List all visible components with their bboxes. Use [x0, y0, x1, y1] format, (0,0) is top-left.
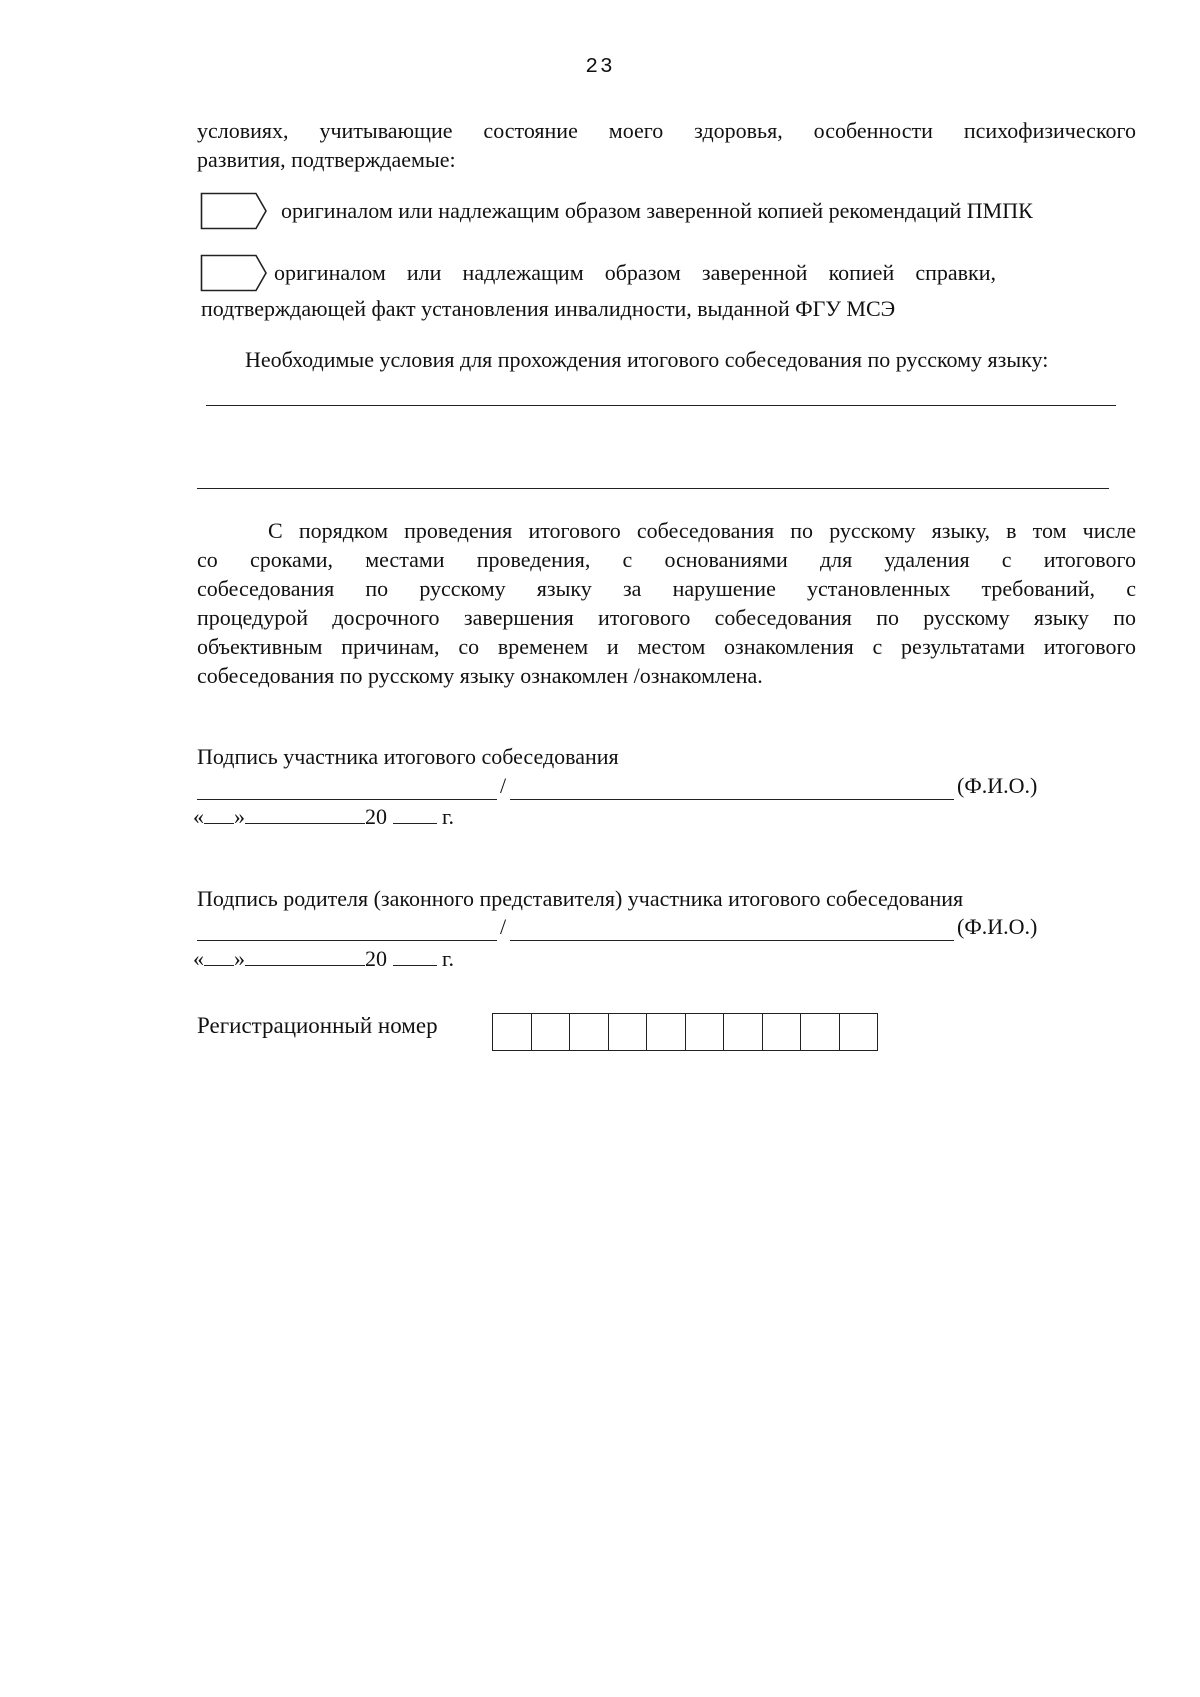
participant-signature-field[interactable]: [197, 799, 497, 800]
date-quote-open: «: [193, 804, 204, 829]
parent-fio-field[interactable]: [510, 940, 954, 941]
checkbox-pmpk[interactable]: [200, 192, 268, 230]
parent-signature-field[interactable]: [197, 940, 497, 941]
ack-line-3: собеседования по русскому языку за нарушение установленных требований, с: [197, 576, 1136, 601]
parent-slash: /: [500, 914, 507, 939]
registration-digit-cell[interactable]: [686, 1014, 725, 1050]
registration-digit-cell[interactable]: [801, 1014, 840, 1050]
participant-fio-label: (Ф.И.О.): [957, 773, 1038, 798]
option-mse-label-2: подтверждающей факт установления инвалидности, выданной ФГУ МСЭ: [201, 296, 896, 321]
parent-year-field[interactable]: [393, 943, 437, 966]
participant-day-field[interactable]: [204, 801, 234, 824]
date-quote-close: »: [234, 946, 245, 971]
ack-line-2: со сроками, местами проведения, с основаниями для удаления с итогового: [197, 547, 1136, 572]
parent-signature-label: Подпись родителя (законного представителя) участника итогового собеседования: [197, 886, 964, 911]
participant-date: [193, 801, 454, 831]
date-year-suffix: г.: [442, 946, 455, 971]
parent-fio-label: (Ф.И.О.): [957, 914, 1038, 939]
date-year-prefix: 20: [365, 804, 387, 829]
parent-date: [193, 943, 454, 973]
registration-digit-cell[interactable]: [763, 1014, 802, 1050]
date-quote-open: «: [193, 946, 204, 971]
ack-line-6: собеседования по русскому языку ознакомлен /ознакомлена.: [197, 663, 763, 688]
registration-digit-cell[interactable]: [840, 1014, 879, 1050]
participant-signature-label: Подпись участника итогового собеседования: [197, 744, 619, 769]
registration-number-boxes[interactable]: [492, 1013, 878, 1051]
registration-digit-cell[interactable]: [570, 1014, 609, 1050]
participant-slash: /: [500, 773, 507, 798]
date-year-prefix: 20: [365, 946, 387, 971]
checkbox-mse[interactable]: [200, 254, 268, 292]
participant-year-field[interactable]: [393, 801, 437, 824]
registration-digit-cell[interactable]: [647, 1014, 686, 1050]
date-year-suffix: г.: [442, 804, 455, 829]
intro-line-1: условиях, учитывающие состояние моего здоровья, особенности психофизического: [197, 118, 1136, 143]
conditions-line-1[interactable]: [206, 405, 1116, 406]
registration-digit-cell[interactable]: [532, 1014, 571, 1050]
registration-label: Регистрационный номер: [197, 1013, 438, 1038]
page-number: 23: [585, 56, 615, 79]
participant-fio-field[interactable]: [510, 799, 954, 800]
intro-line-2: развития, подтверждаемые:: [197, 147, 456, 172]
ack-line-1: С порядком проведения итогового собеседования по русскому языку, в том числе: [268, 518, 1136, 543]
ack-line-5: объективным причинам, со временем и местом ознакомления с результатами итогового: [197, 634, 1136, 659]
registration-digit-cell[interactable]: [493, 1014, 532, 1050]
participant-month-field[interactable]: [245, 801, 365, 824]
parent-day-field[interactable]: [204, 943, 234, 966]
conditions-line-2[interactable]: [197, 488, 1109, 489]
ack-line-4: процедурой досрочного завершения итогового собеседования по русскому языку по: [197, 605, 1136, 630]
option-pmpk-label: оригиналом или надлежащим образом заверенной копией рекомендаций ПМПК: [281, 198, 1033, 223]
parent-month-field[interactable]: [245, 943, 365, 966]
conditions-label: Необходимые условия для прохождения итогового собеседования по русскому языку:: [245, 347, 1049, 372]
registration-digit-cell[interactable]: [609, 1014, 648, 1050]
option-mse-label-1: оригиналом или надлежащим образом заверенной копией справки,: [274, 260, 996, 285]
registration-digit-cell[interactable]: [724, 1014, 763, 1050]
date-quote-close: »: [234, 804, 245, 829]
